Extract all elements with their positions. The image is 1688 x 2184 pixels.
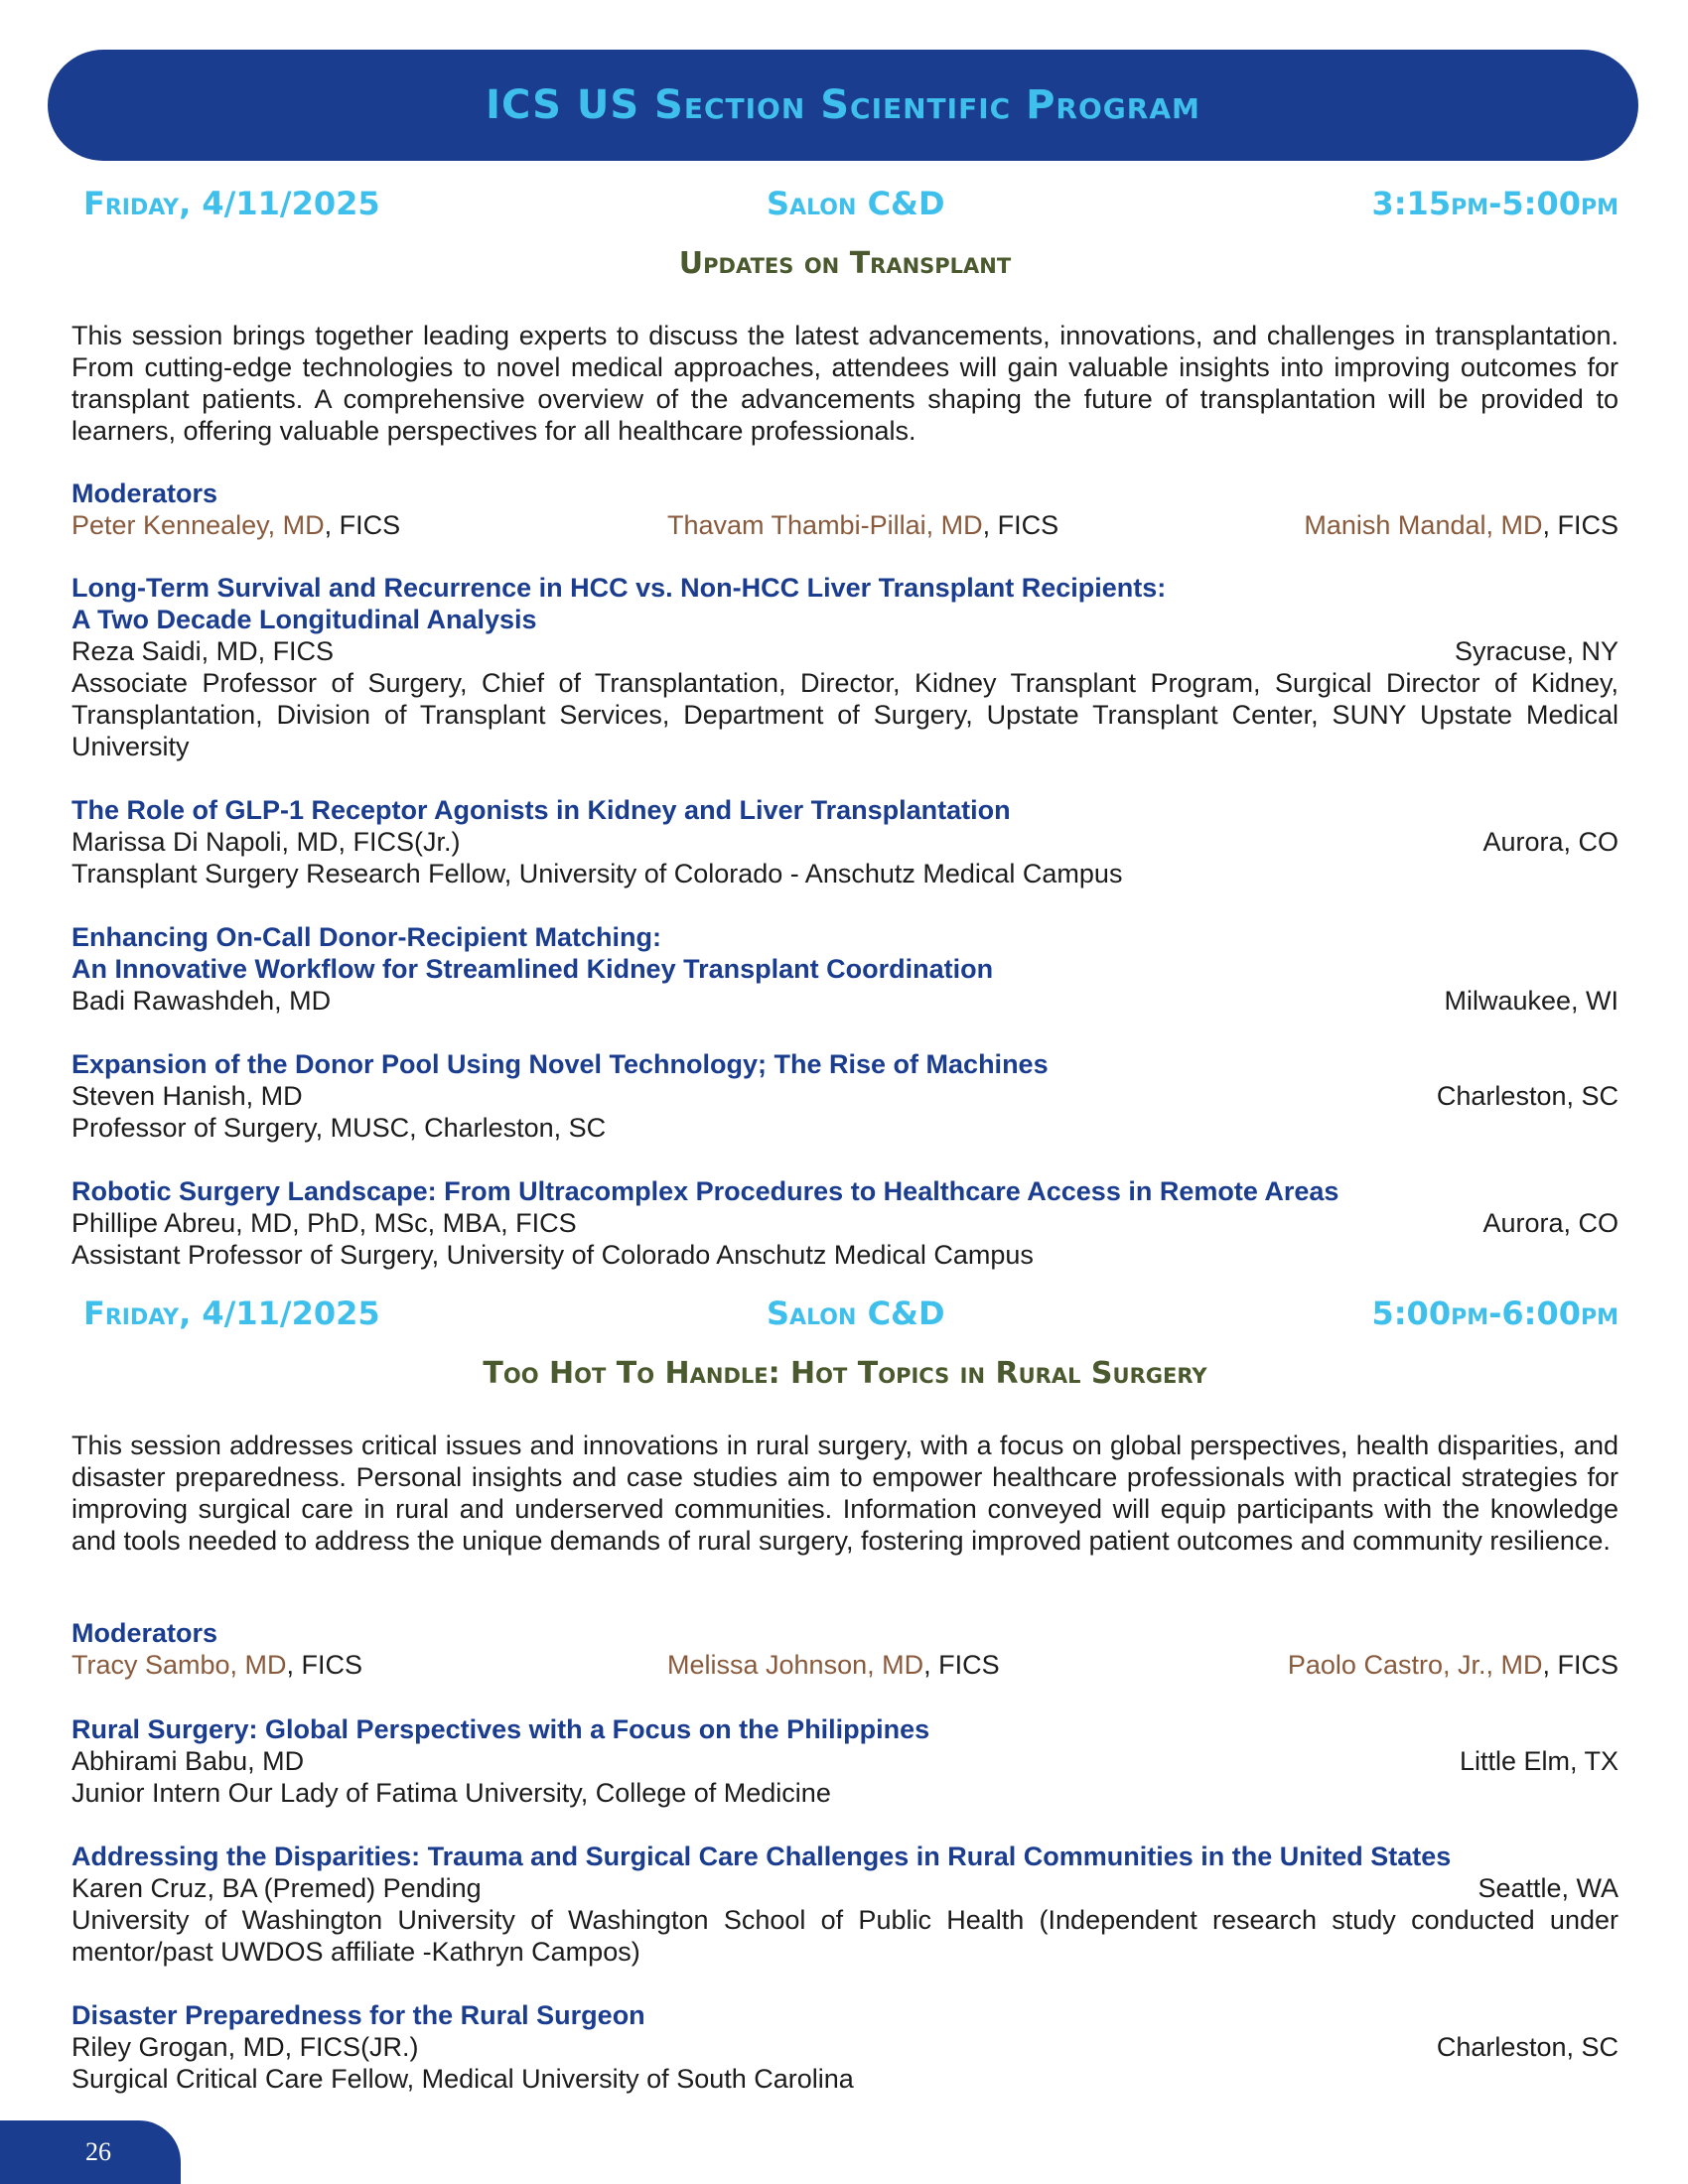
speaker-location: Syracuse, NY	[1454, 636, 1618, 666]
talk-title: An Innovative Workflow for Streamlined Kidney Transplant Coordination	[71, 954, 994, 984]
speaker-name: Marissa Di Napoli, MD, FICS(Jr.)	[71, 827, 461, 857]
talk-item	[71, 1175, 1618, 1271]
session-description: This session brings together leading experts to discuss the latest advancements, innovations, and challenges in transplantation. From cutting-edge technologies to novel medical approaches, attendees will gain valuable insights into improving outcomes for transplant patients. A comprehensive overview of the advancements shaping the future of transplantation will be provided to learners, offering valuable perspectives for all healthcare professionals.	[71, 321, 1618, 446]
talk-title: Addressing the Disparities: Trauma and Surgical Care Challenges in Rural Communities in the United States	[71, 1842, 1452, 1871]
talk-title: Long-Term Survival and Recurrence in HCC vs. Non-HCC Liver Transplant Recipients:	[71, 573, 1167, 603]
talk-item	[71, 1048, 1618, 1144]
speaker-affiliation: Junior Intern Our Lady of Fatima University, College of Medicine	[71, 1778, 831, 1808]
speaker-name: Abhirami Babu, MD	[71, 1746, 305, 1776]
speaker-affiliation: Surgical Critical Care Fellow, Medical University of South Carolina	[71, 2064, 854, 2094]
speaker-affiliation: Professor of Surgery, MUSC, Charleston, SC	[71, 1113, 607, 1143]
speaker-location: Aurora, CO	[1482, 827, 1618, 857]
speaker-location: Milwaukee, WI	[1444, 986, 1618, 1016]
moderator: Melissa Johnson, MD, FICS	[667, 1650, 1000, 1680]
speaker-affiliation: Transplant Surgery Research Fellow, University of Colorado - Anschutz Medical Campus	[71, 859, 1123, 888]
session-date: Friday, 4/11/2025	[83, 185, 380, 222]
talk-title: Robotic Surgery Landscape: From Ultracomplex Procedures to Healthcare Access in Remote Areas	[71, 1176, 1339, 1206]
talk-title: Rural Surgery: Global Perspectives with a Focus on the Philippines	[71, 1714, 930, 1744]
page-number: 26	[85, 2137, 111, 2166]
moderators-label: Moderators	[71, 1618, 218, 1648]
moderator: Manish Mandal, MD, FICS	[1304, 510, 1618, 540]
session-header	[71, 185, 1618, 224]
session-title: Updates on Transplant	[678, 246, 1012, 281]
speaker-location: Seattle, WA	[1477, 1873, 1618, 1903]
speaker-location: Little Elm, TX	[1459, 1746, 1618, 1776]
moderator: Tracy Sambo, MD, FICS	[71, 1650, 363, 1680]
session-title: Too Hot To Handle: Hot Topics in Rural Surgery	[483, 1356, 1207, 1391]
moderators-row	[71, 1650, 1618, 1684]
moderators-label: Moderators	[71, 478, 218, 508]
speaker-name: Badi Rawashdeh, MD	[71, 986, 332, 1016]
session-description: This session addresses critical issues and innovations in rural surgery, with a focus on global perspectives, health disparities, and disaster preparedness. Personal insights and case studies aim to empower healthcare professionals with practical strategies for improving surgical care in rural and underserved communities. Information conveyed will equip participants with the knowledge and tools needed to address the unique demands of rural surgery, fostering improved patient outcomes and community resilience.	[71, 1431, 1618, 1556]
talk-item	[71, 1841, 1618, 1968]
talk-item	[71, 1999, 1618, 2095]
talk-title: Expansion of the Donor Pool Using Novel Technology; The Rise of Machines	[71, 1049, 1049, 1079]
speaker-affiliation: University of Washington University of Washington School of Public Health (Independent research study conducted under mentor/past UWDOS affiliate -Kathryn Campos)	[71, 1905, 1618, 1967]
talk-item	[71, 572, 1618, 762]
speaker-name: Reza Saidi, MD, FICS	[71, 636, 335, 666]
speaker-name: Steven Hanish, MD	[71, 1081, 303, 1111]
session-date: Friday, 4/11/2025	[83, 1295, 380, 1332]
program-banner	[48, 50, 1638, 161]
speaker-location: Aurora, CO	[1482, 1208, 1618, 1238]
speaker-affiliation: Assistant Professor of Surgery, University of Colorado Anschutz Medical Campus	[71, 1240, 1034, 1270]
talk-title: A Two Decade Longitudinal Analysis	[71, 605, 537, 634]
session-room: Salon C&D	[767, 185, 945, 222]
session-time: 3:15pm-5:00pm	[1371, 185, 1618, 222]
moderators-row	[71, 510, 1618, 544]
speaker-location: Charleston, SC	[1436, 2032, 1618, 2062]
speaker-location: Charleston, SC	[1436, 1081, 1618, 1111]
talk-title: The Role of GLP-1 Receptor Agonists in Kidney and Liver Transplantation	[71, 795, 1011, 825]
talk-title: Enhancing On-Call Donor-Recipient Matching:	[71, 922, 661, 952]
speaker-name: Phillipe Abreu, MD, PhD, MSc, MBA, FICS	[71, 1208, 577, 1238]
session-time: 5:00pm-6:00pm	[1371, 1295, 1618, 1332]
speaker-name: Riley Grogan, MD, FICS(JR.)	[71, 2032, 419, 2062]
session-header	[71, 1295, 1618, 1334]
moderator: Thavam Thambi-Pillai, MD, FICS	[667, 510, 1059, 540]
speaker-name: Karen Cruz, BA (Premed) Pending	[71, 1873, 482, 1903]
talk-item	[71, 794, 1618, 889]
talk-item	[71, 921, 1618, 1017]
moderator: Paolo Castro, Jr., MD, FICS	[1287, 1650, 1618, 1680]
talk-item	[71, 1713, 1618, 1809]
session-room: Salon C&D	[767, 1295, 945, 1332]
talk-title: Disaster Preparedness for the Rural Surgeon	[71, 2000, 645, 2030]
moderator: Peter Kennealey, MD, FICS	[71, 510, 401, 540]
banner-title: ICS US Section Scientific Program	[486, 82, 1200, 128]
speaker-affiliation: Associate Professor of Surgery, Chief of Transplantation, Director, Kidney Transplant Program, Surgical Director of Kidney, Transplantation, Division of Transplant Services, Department of Surgery, Upstate Transplant Center, SUNY Upstate Medical University	[71, 668, 1618, 761]
